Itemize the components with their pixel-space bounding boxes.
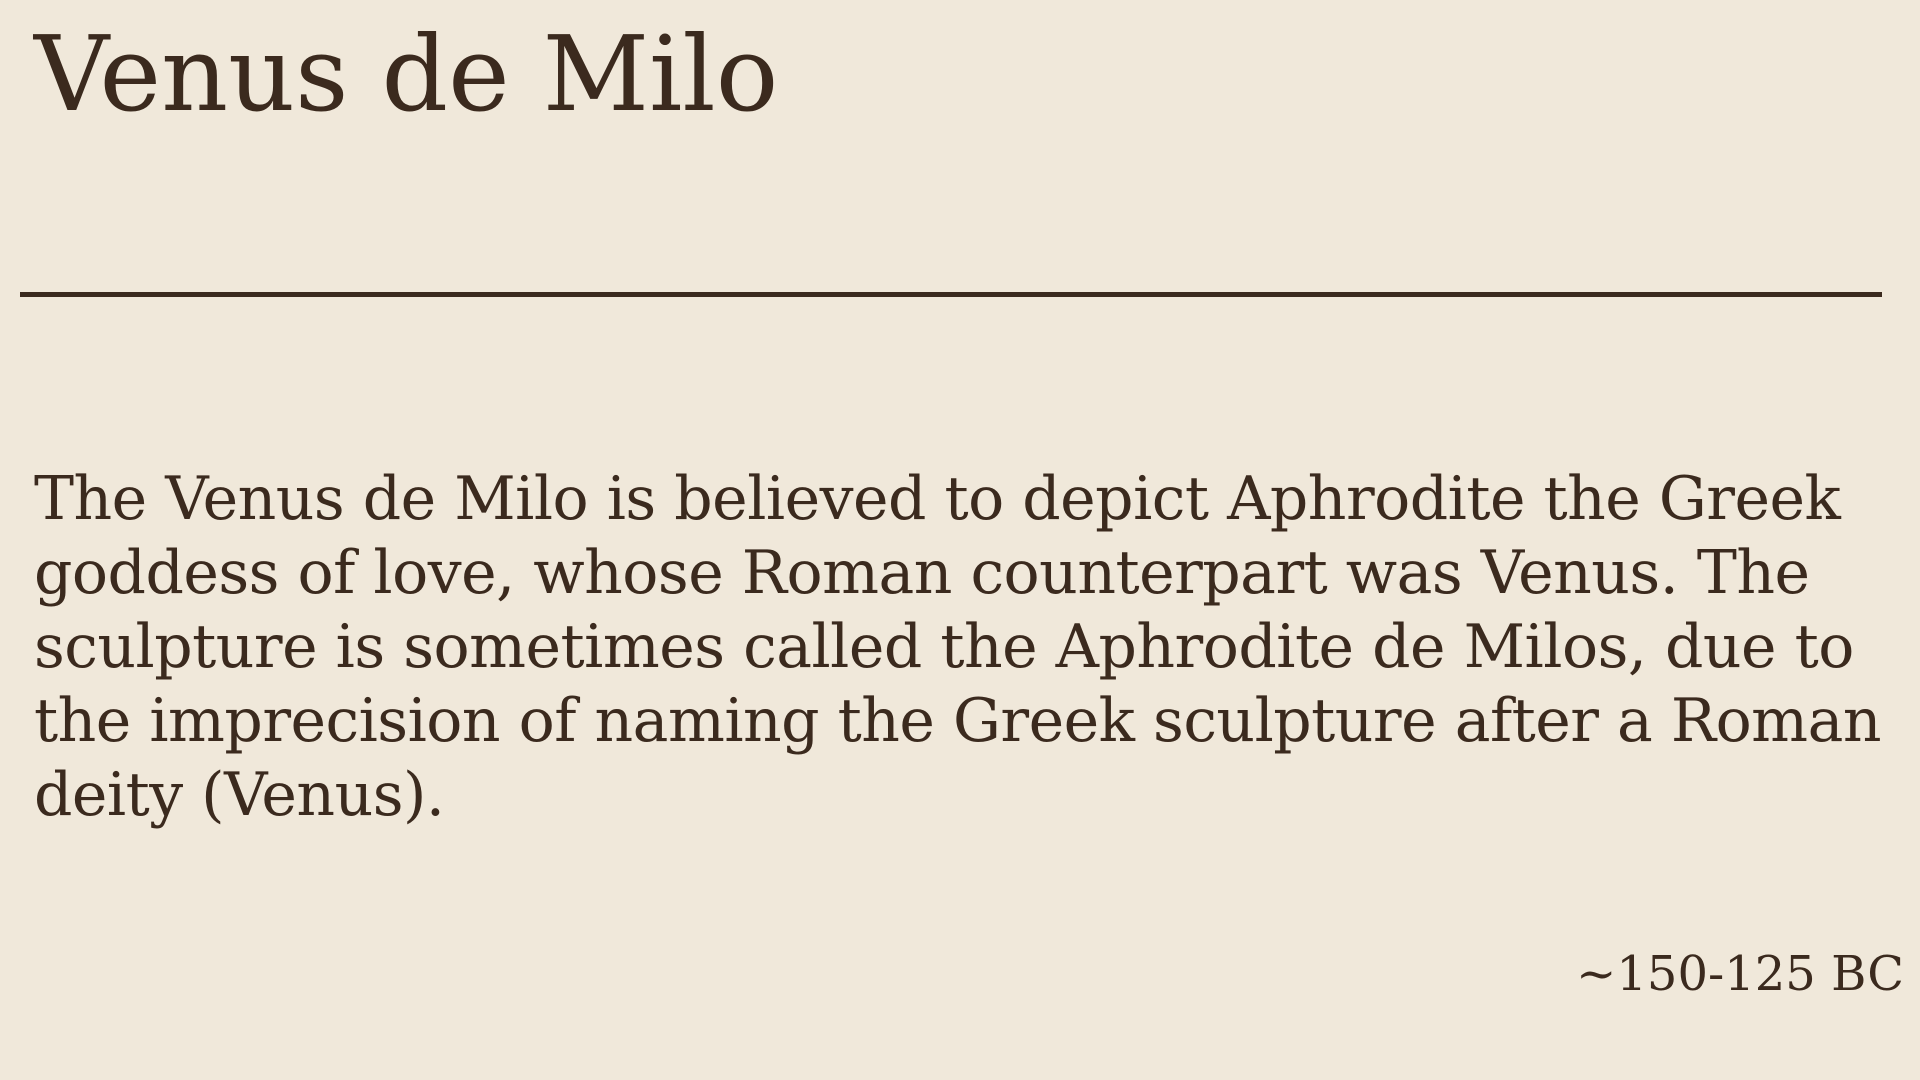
page-title: Venus de Milo bbox=[34, 13, 779, 135]
date-label: ~150-125 BC bbox=[1576, 946, 1904, 1002]
description-text: The Venus de Milo is believed to depict Aphrodite the Greek goddess of love, whose Roman counterpart was Venus. The sculpture is sometimes called the Aphrodite de Milos, due to the imprecision of naming the Greek sculpture after a Roman deity (Venus). bbox=[34, 464, 1881, 830]
divider bbox=[20, 292, 1882, 297]
